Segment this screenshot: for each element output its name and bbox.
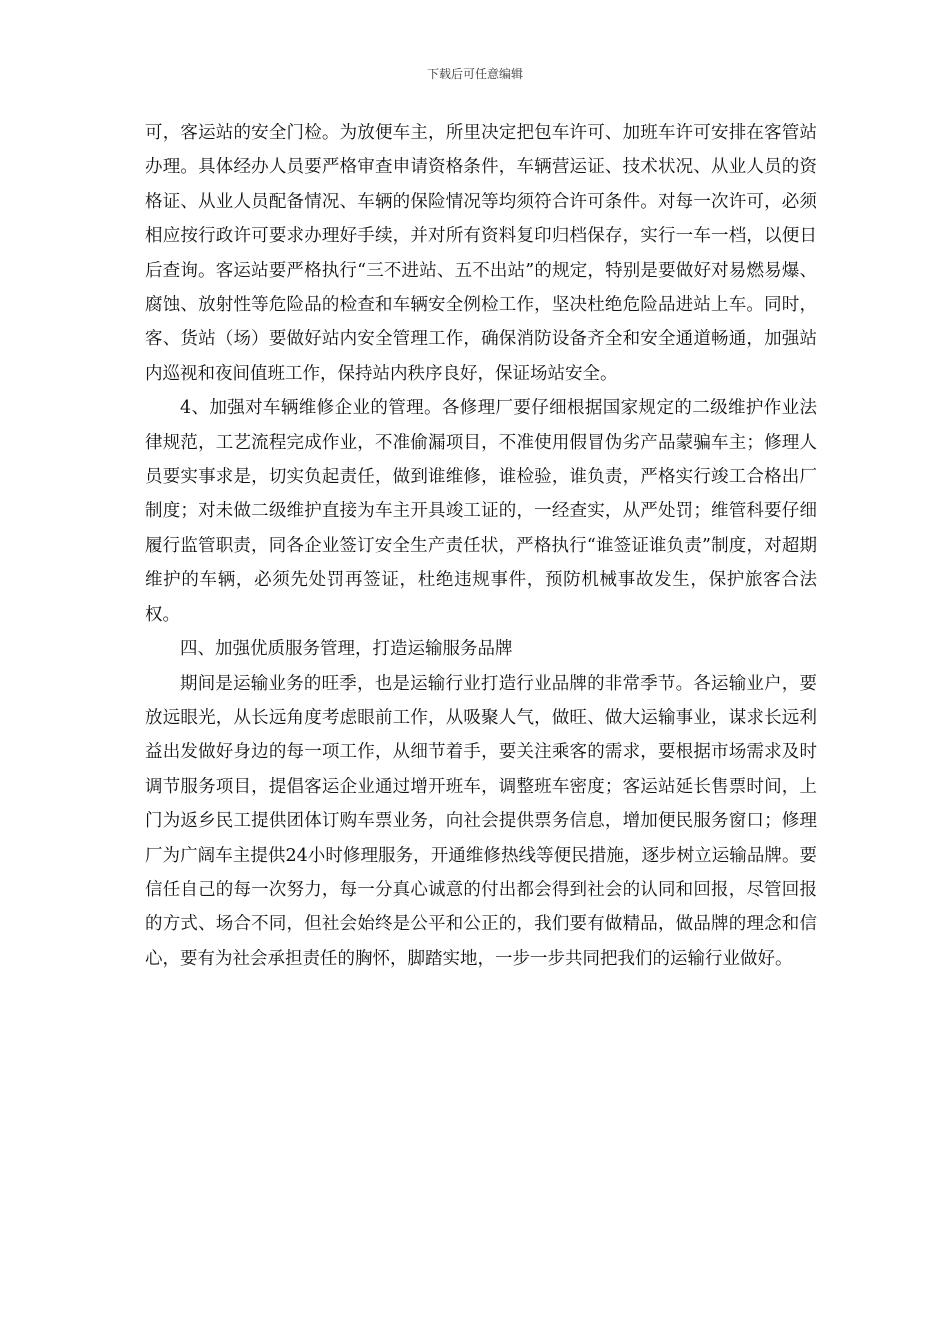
paragraph-service-brand: 期间是运输业务的旺季，也是运输行业打造行业品牌的非常季节。各运输业户，要放远眼光，从长远角度考虑眼前工作，从吸聚人气，做旺、做大运输事业，谋求长远利益出发做好身边的每一项工作，从细节着手，要关注乘客的需求，要根据市场需求及时调节服务项目，提倡客运企业通过增开班车，调整班车密度；客运站延长售票时间，上门为返乡民工提供团体订购车票业务，向社会提供票务信息，增加便民服务窗口；修理厂为广阔车主提供24小时修理服务，开通维修热线等便民措施，逐步树立运输品牌。要信任自己的每一次努力，每一分真心诚意的付出都会得到社会的认同和回报，尽管回报的方式、场合不同，但社会始终是公平和公正的，我们要有做精品，做品牌的理念和信心，要有为社会承担责任的胸怀，脚踏实地，一步一步共同把我们的运输行业做好。 xyxy=(145,673,817,969)
paragraph-safety-inspection: 可，客运站的安全门检。为放便车主，所里决定把包车许可、加班车许可安排在客管站办理。具体经办人员要严格审查申请资格条件，车辆营运证、技术状况、从业人员的资格证、从业人员配备情况、车辆的保险情况等均须符合许可条件。对每一次许可，必须相应按行政许可要求办理好手续，并对所有资料复印归档保存，实行一车一档，以便日后查询。客运站要严格执行“三不进站、五不出站”的规定，特别是要做好对易燃易爆、腐蚀、放射性等危险品的检查和车辆安全例检工作，坚决杜绝危险品进站上车。同时，客、货站（场）要做好站内安全管理工作，确保消防设备齐全和安全通道畅通，加强站内巡视和夜间值班工作，保持站内秩序良好，保证场站安全。 xyxy=(145,123,817,384)
paragraph-repair-management: 4、加强对车辆维修企业的管理。各修理厂要仔细根据国家规定的二级维护作业法律规范，工艺流程完成作业，不准偷漏项目，不准使用假冒伪劣产品蒙骗车主；修理人员要实事求是，切实负起责任，做到谁维修，谁检验，谁负责，严格实行竣工合格出厂制度；对未做二级维护直接为车主开具竣工证的，一经查实，从严处罚；维管科要仔细履行监管职责，同各企业签订安全生产责任状，严格执行“谁签证谁负责”制度，对超期维护的车辆，必须先处罚再签证，杜绝违规事件，预防机械事故发生，保护旅客合法权。 xyxy=(145,398,817,625)
page-header: 下载后可任意编辑 xyxy=(426,67,523,81)
document-body xyxy=(145,116,817,976)
section-heading-service: 四、加强优质服务管理，打造运输服务品牌 xyxy=(180,639,513,660)
